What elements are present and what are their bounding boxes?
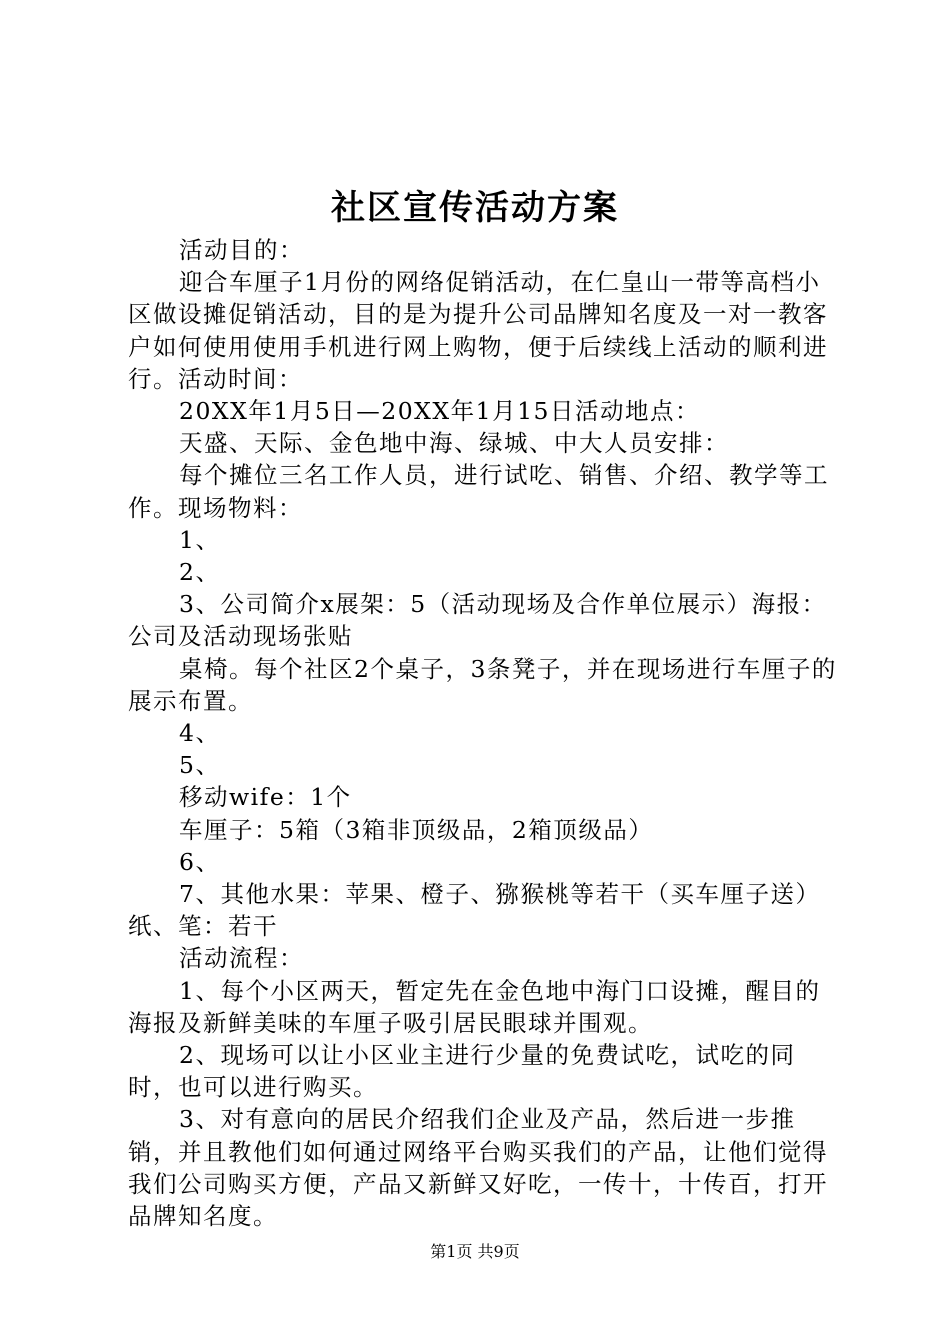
paragraph-item-7: 7、其他水果：苹果、橙子、猕猴桃等若干（买车厘子送）纸、笔：若干 — [128, 880, 821, 941]
paragraph-wifi: 移动wife：1个 — [179, 783, 352, 812]
paragraph-item-2: 2、 — [179, 558, 221, 587]
page-number: 第1页 共9页 — [430, 1242, 520, 1261]
paragraph-item-6: 6、 — [179, 847, 221, 876]
paragraph-item-3: 3、公司简介x展架：5（活动现场及合作单位展示）海报：公司及活动现场张贴 — [128, 590, 827, 651]
paragraph-time: 20XX年1月5日—20XX年1月15日活动地点： — [179, 397, 700, 426]
paragraph-purpose-heading: 活动目的： — [179, 236, 304, 264]
paragraph-process-heading: 活动流程： — [179, 944, 304, 973]
document-body — [128, 234, 838, 1232]
paragraph-location: 天盛、天际、金色地中海、绿城、中大人员安排： — [179, 429, 729, 458]
paragraph-purpose: 迎合车厘子1月份的网络促销活动，在仁皇山一带等高档小区做设摊促销活动，目的是为提升公司品牌知名度及一对一教客户如何使用使用手机进行网上购物，便于后续线上活动的顺利进行。活动时间： — [128, 268, 828, 393]
paragraph-process-1: 1、每个小区两天，暂定先在金色地中海门口设摊，醒目的海报及新鲜美味的车厘子吸引居民眼球并围观。 — [128, 976, 821, 1037]
paragraph-staffing: 每个摊位三名工作人员，进行试吃、销售、介绍、教学等工作。现场物料： — [128, 461, 829, 522]
document-title: 社区宣传活动方案 — [331, 188, 619, 228]
paragraph-item-1: 1、 — [179, 525, 221, 554]
paragraph-process-3: 3、对有意向的居民介绍我们企业及产品，然后进一步推销，并且教他们如何通过网络平台购买我们的产品，让他们觉得我们公司购买方便，产品又新鲜又好吃，一传十，十传百，打开品牌知名度。 — [128, 1105, 828, 1231]
paragraph-process-2: 2、现场可以让小区业主进行少量的免费试吃，试吃的同时，也可以进行购买。 — [128, 1041, 796, 1102]
paragraph-item-4: 4、 — [179, 719, 221, 748]
paragraph-cherries: 车厘子：5箱（3箱非顶级品，2箱顶级品） — [179, 815, 654, 844]
paragraph-item-5: 5、 — [179, 751, 221, 780]
paragraph-furniture: 桌椅。每个社区2个桌子，3条凳子，并在现场进行车厘子的展示布置。 — [128, 654, 837, 715]
